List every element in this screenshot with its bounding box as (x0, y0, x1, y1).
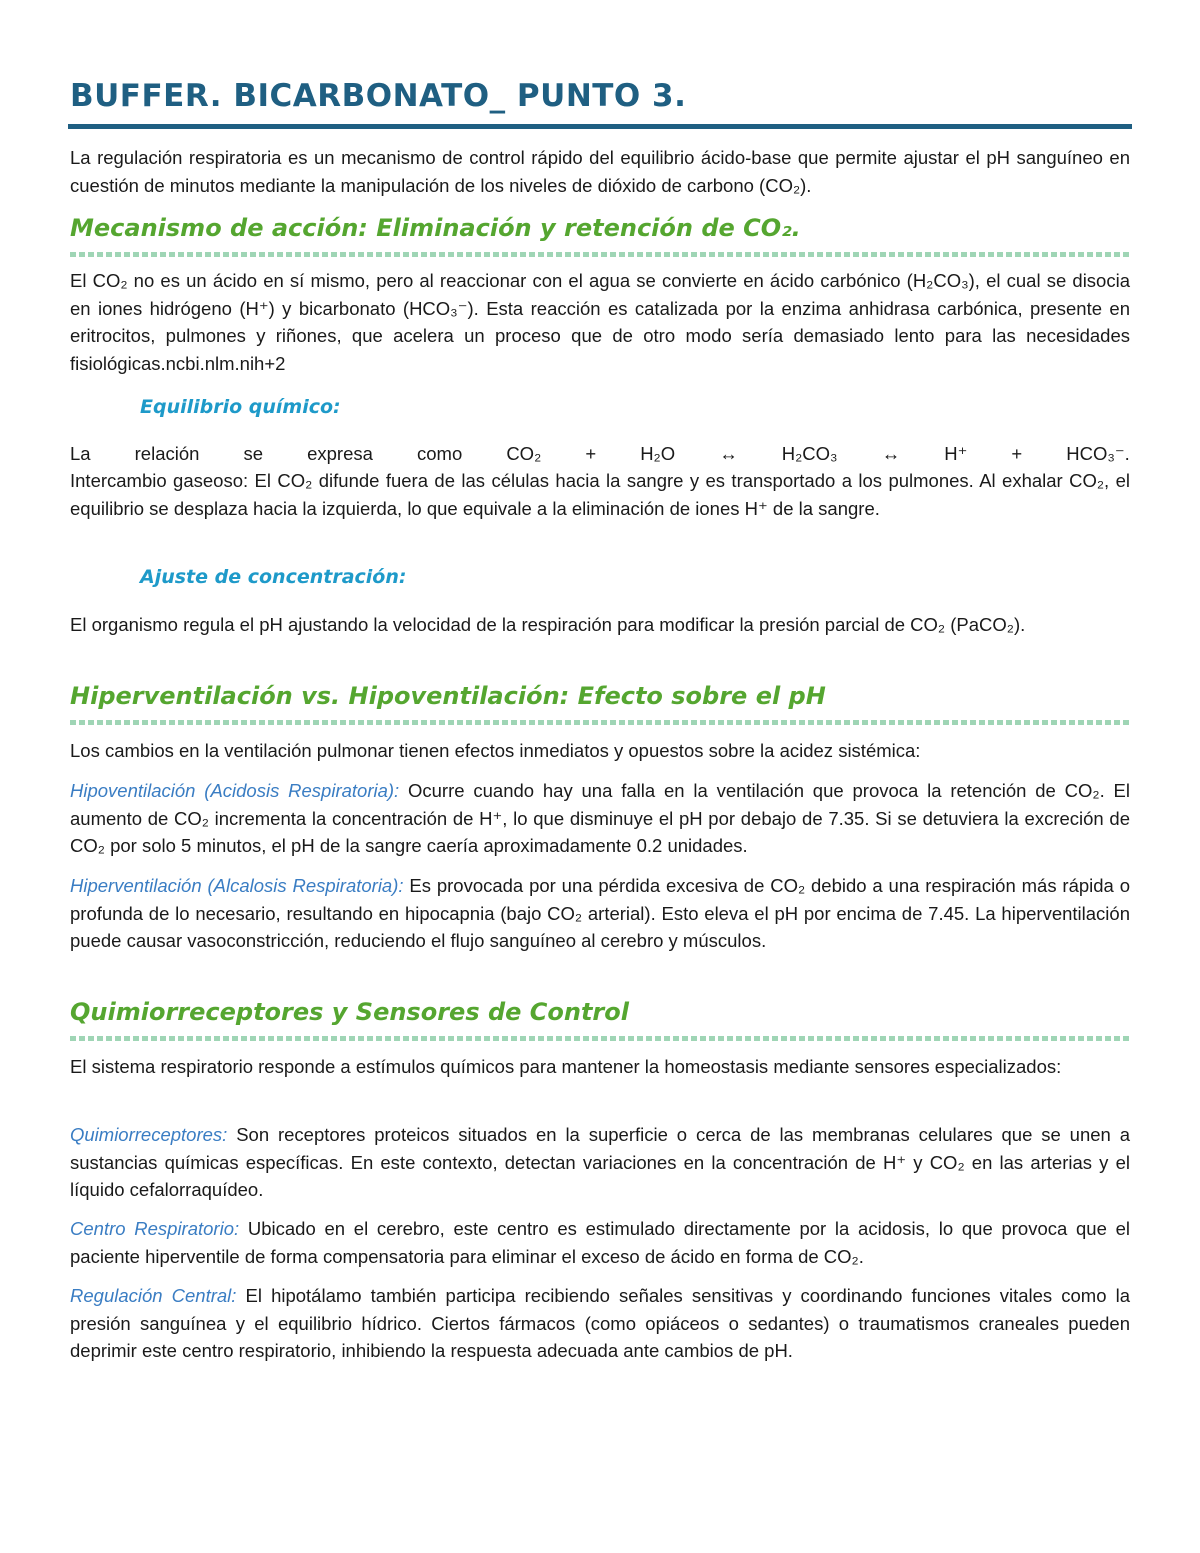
term-label: Hiperventilación (Alcalosis Respiratoria): (70, 875, 404, 896)
section-divider (70, 1036, 1130, 1041)
ventilacion-intro: Los cambios en la ventilación pulmonar tienen efectos inmediatos y opuestos sobre la acidez sistémica: (70, 740, 921, 761)
term-description: Ubicado en el cerebro, este centro es estimulado directamente por la acidosis, lo que provoca que el paciente hiperventile de forma compensatoria para eliminar el exceso de ácido en forma de CO₂. (70, 1218, 1131, 1267)
ajuste-paragraph: El organismo regula el pH ajustando la velocidad de la respiración para modificar la presión parcial de CO₂ (PaCO₂). (70, 614, 1026, 635)
section-heading-mecanismo: Mecanismo de acción: Eliminación y retención de CO₂. (70, 214, 801, 242)
section-heading-ventilacion: Hiperventilación vs. Hipoventilación: Efecto sobre el pH (70, 682, 826, 710)
formula-token: se (243, 443, 264, 464)
quimiorreceptores-intro: El sistema respiratorio responde a estímulos químicos para mantener la homeostasis mediante sensores especializados: (70, 1056, 1062, 1077)
formula-token: La (70, 443, 91, 464)
formula-token: + (585, 443, 597, 464)
term-description: El hipotálamo también participa recibiendo señales sensitivas y coordinando funciones vitales como la presión sanguínea y el equilibrio hídrico. Ciertos fármacos (como opiáceos o sedantes) o traumatismos craneales pueden deprimir este centro respiratorio, inhibiendo la respuesta adecuada ante cambios de pH. (70, 1285, 1130, 1361)
term-description: Son receptores proteicos situados en la superficie o cerca de las membranas celulares que se unen a sustancias químicas específicas. En este contexto, detectan variaciones en la concentración de H⁺ y CO₂ en las arterias y el líquido cefalorraquídeo. (70, 1124, 1130, 1200)
term-label: Quimiorreceptores: (70, 1124, 228, 1145)
term-label: Regulación Central: (70, 1285, 237, 1306)
section-divider (70, 720, 1130, 725)
hipoventilacion-item (70, 777, 1130, 860)
equilibrium-formula (70, 440, 1130, 468)
quimiorreceptores-item (70, 1121, 1130, 1204)
mecanismo-paragraph: El CO₂ no es un ácido en sí mismo, pero al reaccionar con el agua se convierte en ácido carbónico (H₂CO₃), el cual se disocia en iones hidrógeno (H⁺) y bicarbonato (HCO₃⁻). Esta reacción es catalizada por la enzima anhidrasa carbónica, presente en eritrocitos, pulmones y riñones, que acelera un proceso que de otro modo sería demasiado lento para las necesidades fisiológicas.ncbi.nlm.nih+2 (70, 270, 1130, 374)
term-label: Hipoventilación (Acidosis Respiratoria): (70, 780, 400, 801)
intro-paragraph: La regulación respiratoria es un mecanismo de control rápido del equilibrio ácido-base que permite ajustar el pH sanguíneo en cuestión de minutos mediante la manipulación de los niveles de dióxido de carbono (CO₂). (70, 147, 1130, 196)
regulacion-central-item (70, 1282, 1130, 1365)
formula-token: ↔ (881, 443, 901, 464)
formula-token: HCO₃⁻. (1066, 443, 1130, 464)
term-description: Es provocada por una pérdida excesiva de CO₂ debido a una respiración más rápida o profunda de lo necesario, resultando en hipocapnia (bajo CO₂ arterial). Esto eleva el pH por encima de 7.45. La hiperventilación puede causar vasoconstricción, reduciendo el flujo sanguíneo al cerebro y músculos. (70, 875, 1130, 951)
subheading-equilibrio: Equilibrio químico: (140, 396, 341, 418)
subheading-ajuste: Ajuste de concentración: (140, 566, 407, 588)
formula-token: como (417, 443, 463, 464)
document-title: BUFFER. BICARBONATO_ PUNTO 3. (70, 78, 687, 114)
term-label: Centro Respiratorio: (70, 1218, 240, 1239)
formula-token: H₂O (640, 443, 676, 464)
formula-token: CO₂ (506, 443, 542, 464)
section-divider (70, 252, 1130, 257)
hiperventilacion-item (70, 872, 1130, 955)
intercambio-paragraph: Intercambio gaseoso: El CO₂ difunde fuera de las células hacia la sangre y es transportado a los pulmones. Al exhalar CO₂, el equilibrio se desplaza hacia la izquierda, lo que equivale a la eliminación de iones H⁺ de la sangre. (70, 470, 1130, 519)
centro-respiratorio-item (70, 1215, 1130, 1270)
term-description: Ocurre cuando hay una falla en la ventilación que provoca la retención de CO₂. El aumento de CO₂ incrementa la concentración de H⁺, lo que disminuye el pH por debajo de 7.35. Si se detuviera la excreción de CO₂ por solo 5 minutos, el pH de la sangre caería aproximadamente 0.2 unidades. (70, 780, 1131, 856)
formula-token: ↔ (719, 443, 738, 464)
title-underline (68, 124, 1132, 129)
formula-token: H₂CO₃ (781, 443, 838, 464)
formula-token: + (1011, 443, 1023, 464)
formula-token: expresa (307, 443, 373, 464)
formula-token: relación (134, 443, 200, 464)
section-heading-quimiorreceptores: Quimiorreceptores y Sensores de Control (70, 998, 629, 1026)
formula-token: H⁺ (944, 443, 968, 464)
